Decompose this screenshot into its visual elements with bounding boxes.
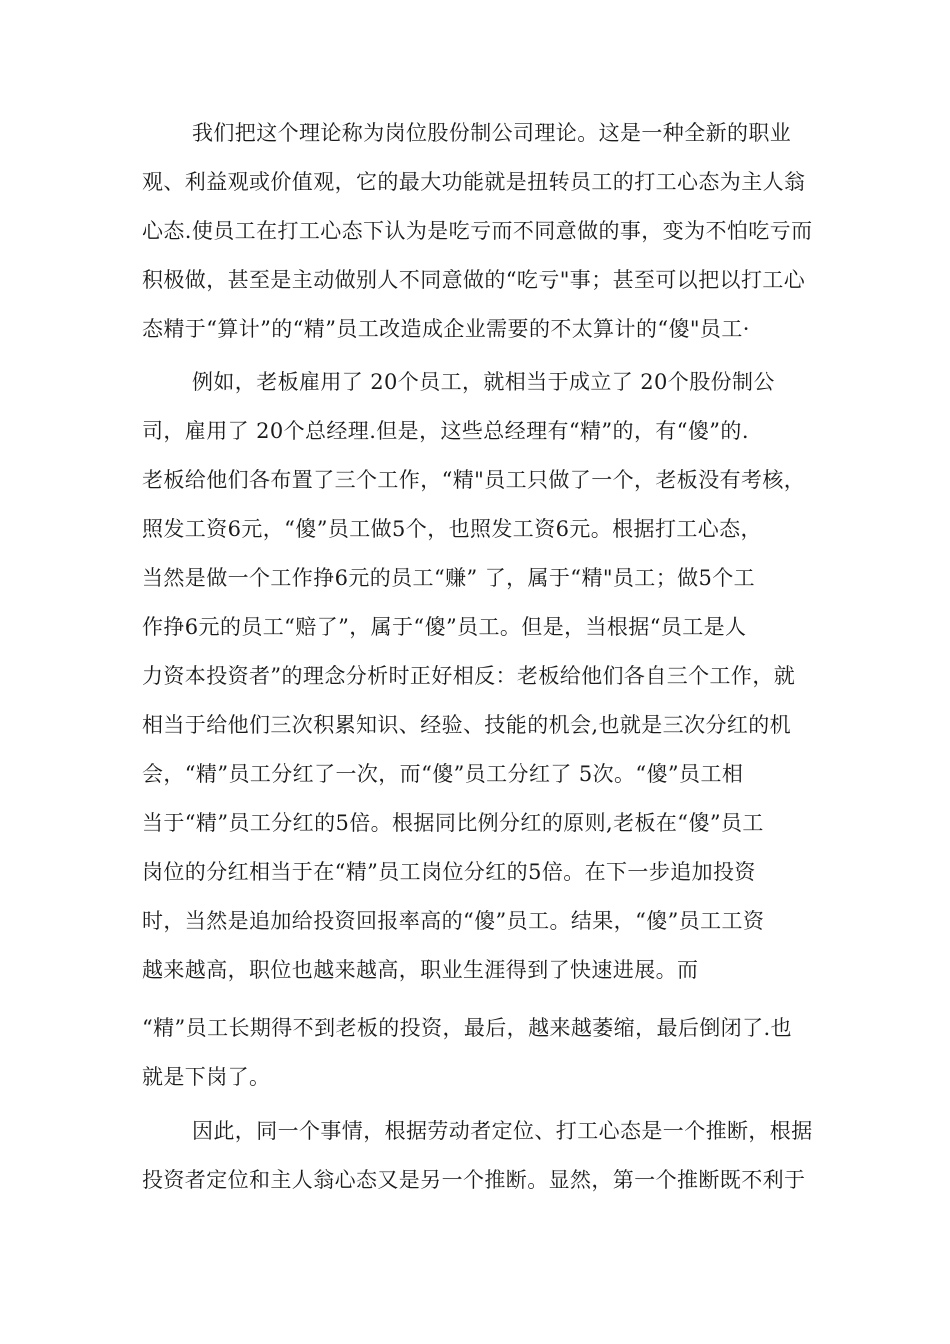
paragraph-3-line-1: “精”员工长期得不到老板的投资，最后，越来越萎缩，最后倒闭了.也: [142, 1016, 792, 1040]
paragraph-2-line-6: 作挣6元的员工“赔了”，属于“傻”员工。但是，当根据“员工是人: [142, 615, 747, 639]
paragraph-2-line-12: 时，当然是追加给投资回报率高的“傻”员工。结果，“傻”员工工资: [142, 909, 765, 933]
paragraph-1-line-3: 心态.使员工在打工心态下认为是吃亏而不同意做的事，变为不怕吃亏而: [142, 219, 813, 243]
paragraph-2-line-8: 相当于给他们三次积累知识、经验、技能的机会,也就是三次分红的机: [142, 713, 792, 737]
paragraph-2-line-2: 司，雇用了 20个总经理.但是，这些总经理有“精”的，有“傻”的.: [142, 419, 749, 443]
paragraph-3-line-2: 就是下岗了。: [142, 1065, 271, 1089]
paragraph-2-line-7: 力资本投资者”的理念分析时正好相反：老板给他们各自三个工作，就: [142, 664, 796, 688]
paragraph-2-line-3: 老板给他们各布置了三个工作，“精"员工只做了一个，老板没有考核，: [142, 468, 806, 492]
paragraph-1-line-1: 我们把这个理论称为岗位股份制公司理论。这是一种全新的职业: [192, 121, 792, 145]
paragraph-4-line-1: 因此，同一个事情，根据劳动者定位、打工心态是一个推断，根据: [192, 1119, 813, 1143]
paragraph-2-line-1: 例如，老板雇用了 20个员工，就相当于成立了 20个股份制公: [192, 370, 775, 394]
paragraph-2-line-13: 越来越高，职位也越来越高，职业生涯得到了快速进展。而: [142, 958, 699, 982]
paragraph-1-line-2: 观、利益观或价值观，它的最大功能就是扭转员工的打工心态为主人翁: [142, 170, 806, 194]
paragraph-2-line-10: 当于“精”员工分红的5倍。根据同比例分红的原则,老板在“傻”员工: [142, 811, 764, 835]
paragraph-2-line-5: 当然是做一个工作挣6元的员工“赚” 了，属于“精"员工；做5个工: [142, 566, 756, 590]
paragraph-4-line-2: 投资者定位和主人翁心态又是另一个推断。显然，第一个推断既不利于: [142, 1168, 806, 1192]
paragraph-1-line-4: 积极做，甚至是主动做别人不同意做的“吃亏"事；甚至可以把以打工心: [142, 268, 806, 292]
paragraph-2-line-9: 会，“精”员工分红了一次，而“傻”员工分红了 5次。“傻”员工相: [142, 762, 744, 786]
paragraph-2-line-4: 照发工资6元，“傻”员工做5个，也照发工资6元。根据打工心态，: [142, 517, 762, 541]
paragraph-1-line-5: 态精于“算计”的“精”员工改造成企业需要的不太算计的“傻"员工·: [142, 317, 750, 341]
paragraph-2-line-11: 岗位的分红相当于在“精”员工岗位分红的5倍。在下一步追加投资: [142, 860, 756, 884]
